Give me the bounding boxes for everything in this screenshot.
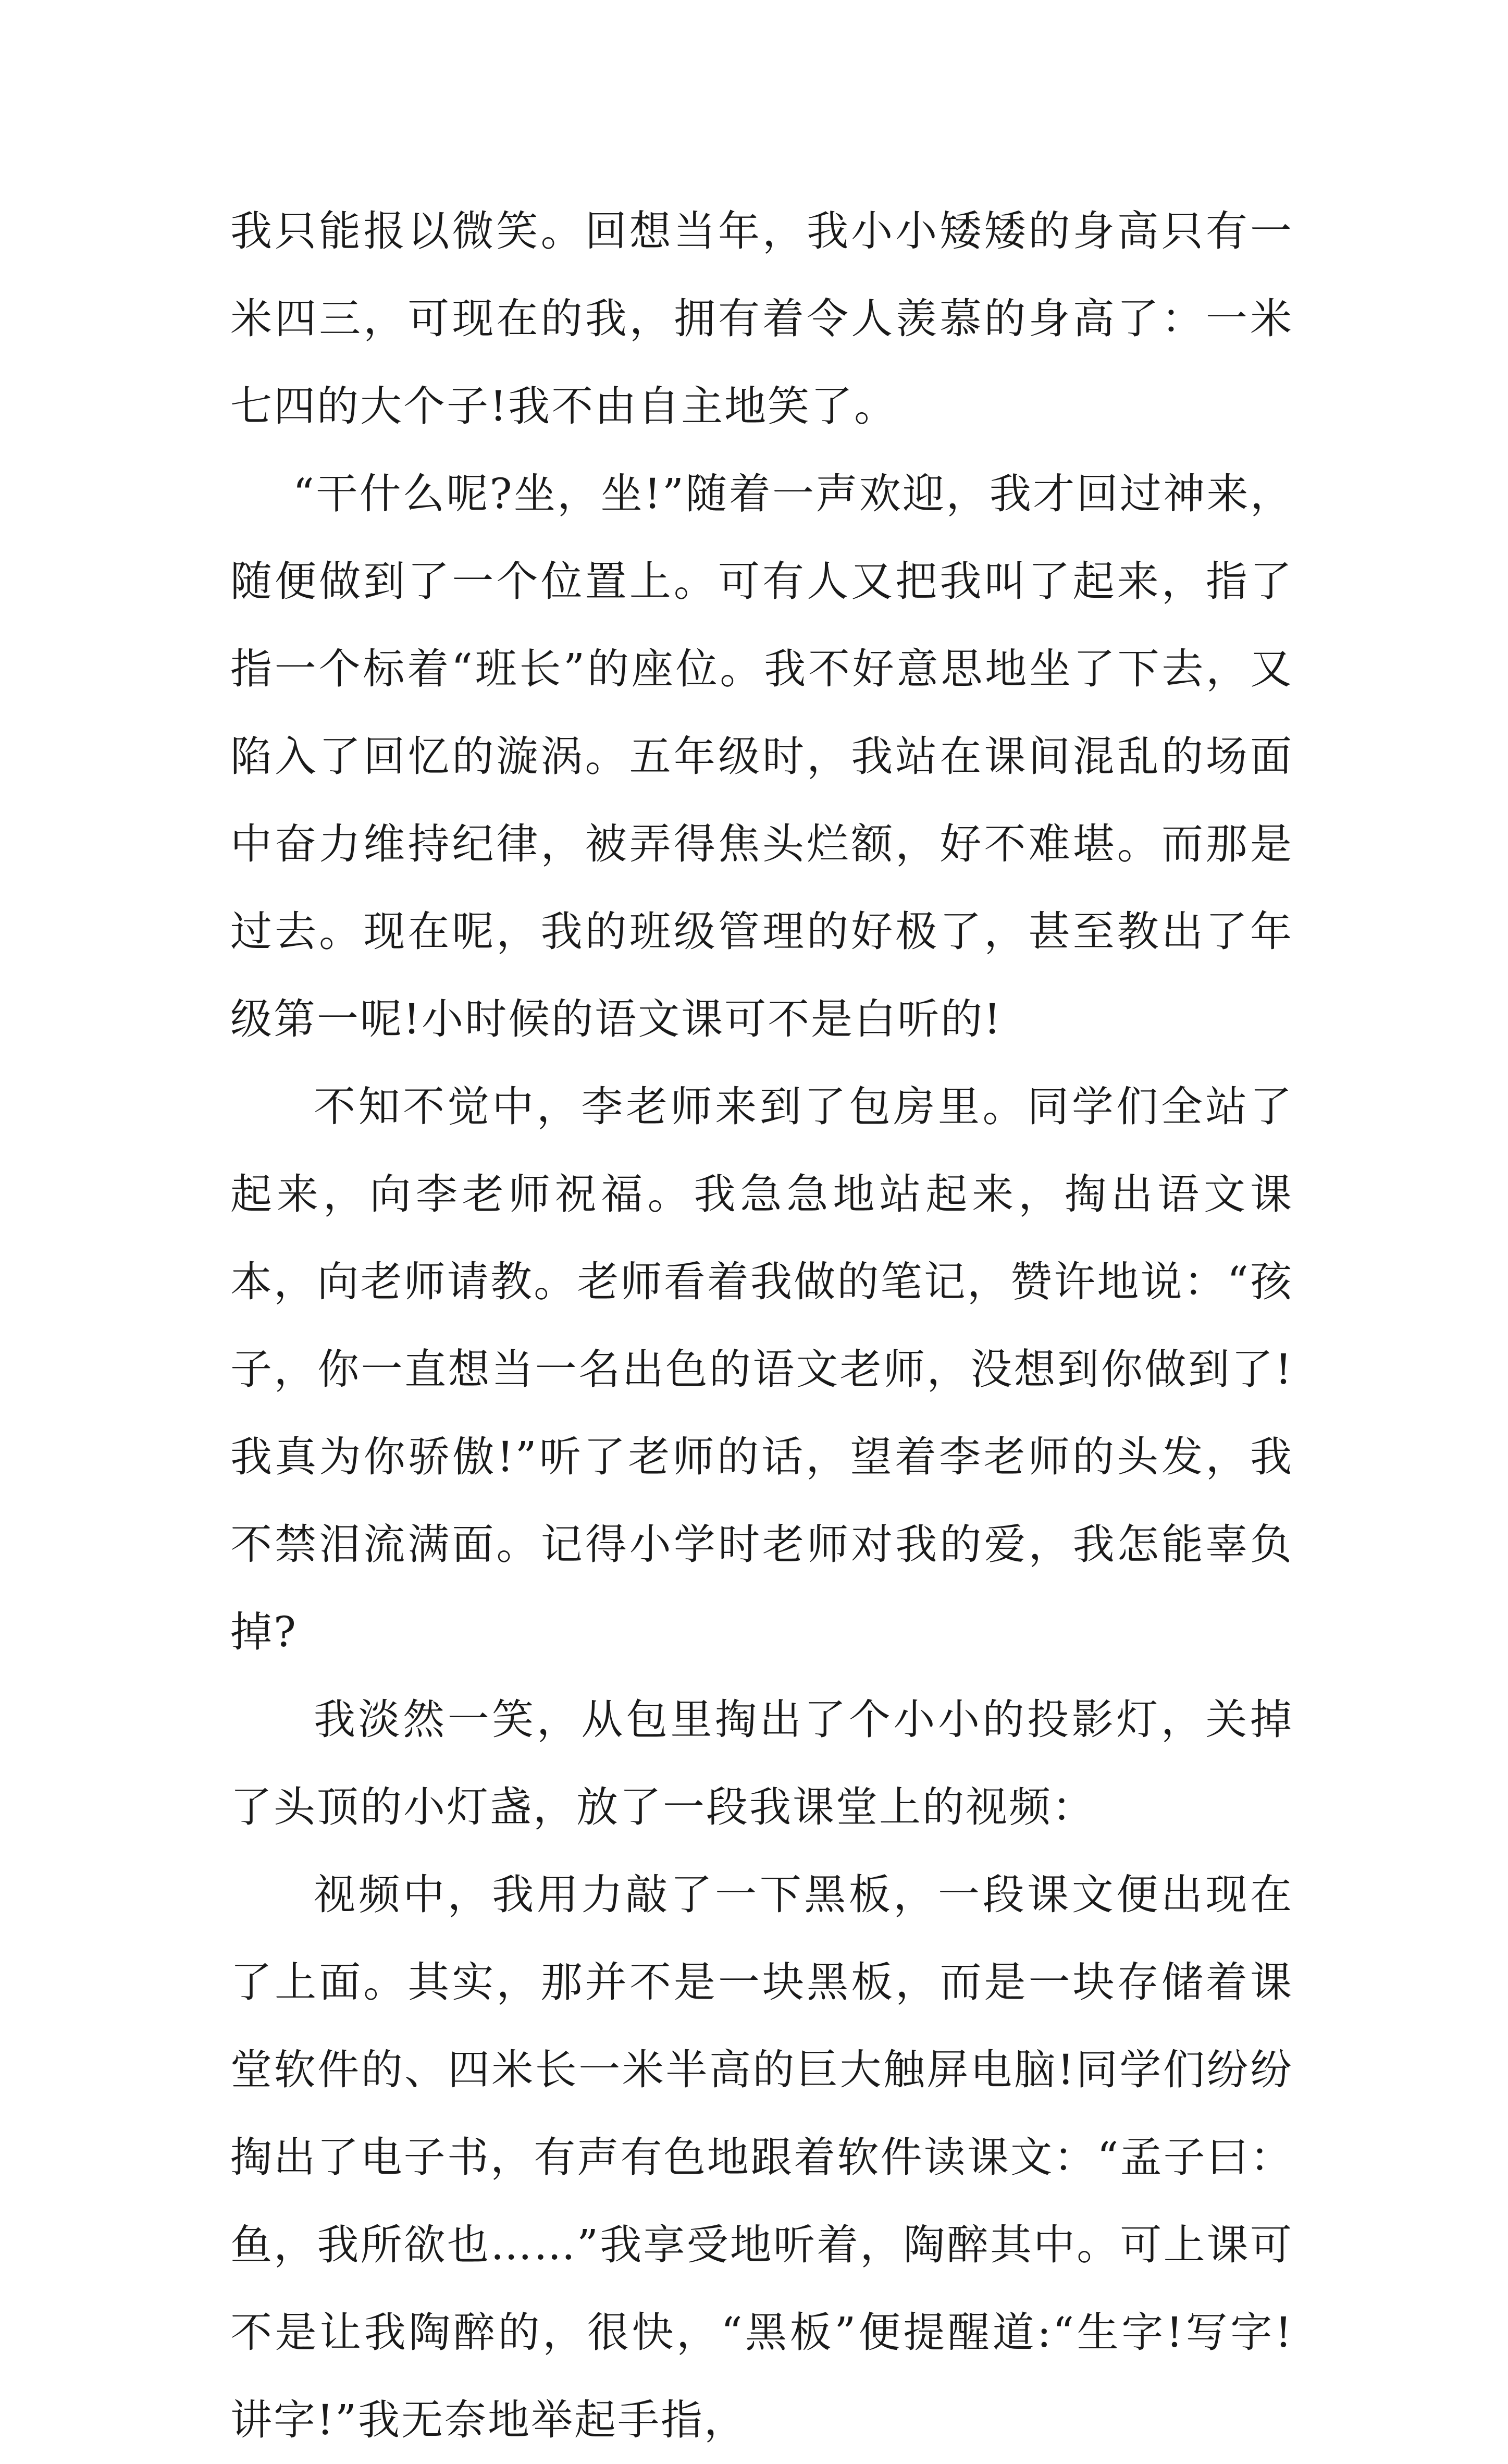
paragraph-2: “干什么呢?坐，坐!”随着一声欢迎，我才回过神来，随便做到了一个位置上。可有人又把我叫了起来，指了指一个标着“班长”的座位。我不好意思地坐了下去，又陷入了回忆的漩涡。五年级时，我站在课间混乱的场面中奋力维持纪律，被弄得焦头烂额，好不难堪。而那是过去。现在呢，我的班级管理的好极了，甚至教出了年级第一呢!小时候的语文课可不是白听的!	[230, 470, 1293, 1043]
article-body	[230, 188, 1293, 2464]
paragraph-3: 不知不觉中，李老师来到了包房里。同学们全站了起来，向李老师祝福。我急急地站起来，掏出语文课本，向老师请教。老师看着我做的笔记，赞许地说：“孩子，你一直想当一名出色的语文老师，没想到你做到了!我真为你骄傲!”听了老师的话，望着李老师的头发，我不禁泪流满面。记得小学时老师对我的爱，我怎能辜负掉?	[230, 1082, 1293, 1656]
paragraph-1: 我只能报以微笑。回想当年，我小小矮矮的身高只有一米四三，可现在的我，拥有着令人羡慕的身高了：一米七四的大个子!我不由自主地笑了。	[230, 207, 1293, 430]
paragraph-4: 我淡然一笑，从包里掏出了个小小的投影灯，关掉了头顶的小灯盏，放了一段我课堂上的视频：	[230, 1695, 1293, 1831]
paragraph-5: 视频中，我用力敲了一下黑板，一段课文便出现在了上面。其实，那并不是一块黑板，而是一块存储着课堂软件的、四米长一米半高的巨大触屏电脑!同学们纷纷掏出了电子书，有声有色地跟着软件读课文：“孟子曰：鱼，我所欲也……”我享受地听着，陶醉其中。可上课可不是让我陶醉的，很快，“黑板”便提醒道:“生字!写字!讲字!”我无奈地举起手指，	[230, 1870, 1293, 2444]
